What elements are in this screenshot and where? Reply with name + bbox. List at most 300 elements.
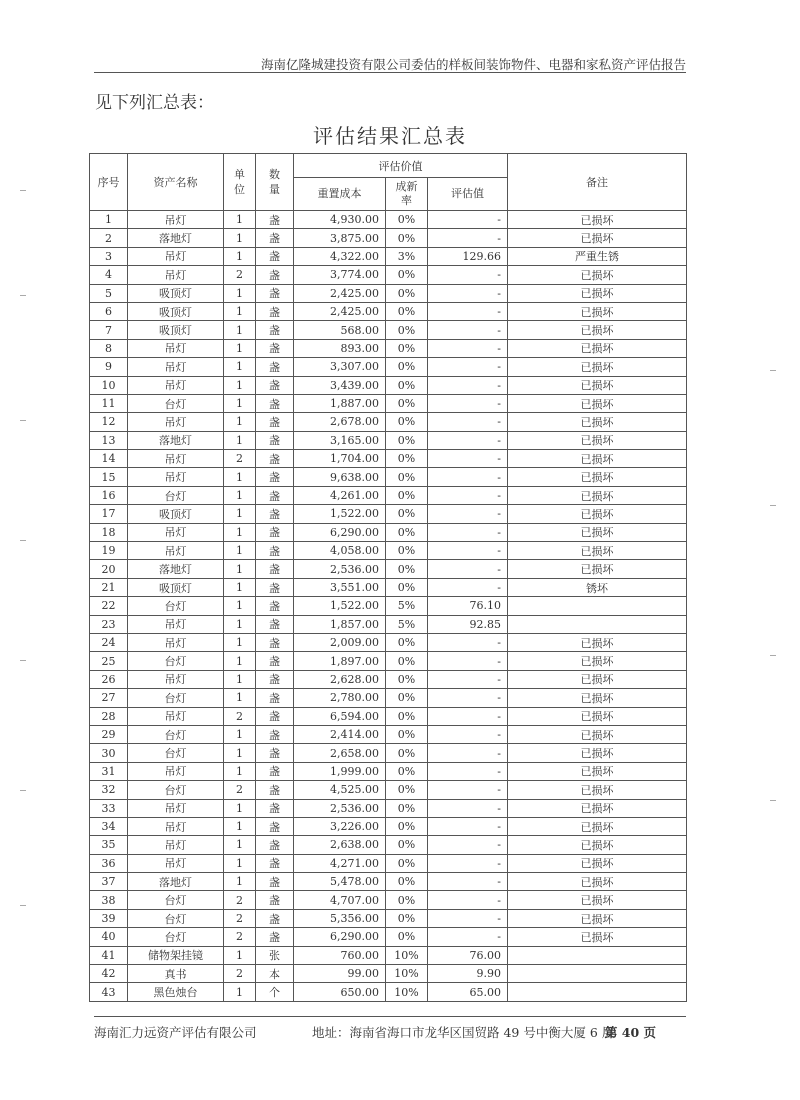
cell-note: 已损坏 [508,689,687,707]
cell-unit: 1 [224,413,256,431]
cell-note [508,965,687,983]
cell-qty: 盏 [256,909,294,927]
cell-note [508,597,687,615]
cell-rate: 0% [386,413,428,431]
table-row [90,762,687,780]
table-title: 评估结果汇总表 [313,124,467,148]
table-row [90,633,687,651]
binding-mark [770,370,776,371]
cell-name: 吊灯 [128,266,224,284]
cell-value: - [428,358,508,376]
cell-cost: 4,271.00 [294,854,386,872]
table-row [90,946,687,964]
cell-name: 落地灯 [128,431,224,449]
cell-index: 16 [90,486,128,504]
cell-cost: 2,658.00 [294,744,386,762]
table-row [90,339,687,357]
cell-note: 已损坏 [508,394,687,412]
table-row [90,302,687,320]
cell-unit: 2 [224,707,256,725]
cell-rate: 0% [386,633,428,651]
cell-value: - [428,578,508,596]
cell-value: - [428,670,508,688]
cell-value: - [428,505,508,523]
cell-name: 吊灯 [128,633,224,651]
cell-rate: 0% [386,542,428,560]
cell-qty: 本 [256,965,294,983]
cell-value: - [428,339,508,357]
cell-unit: 1 [224,578,256,596]
cell-note: 已损坏 [508,670,687,688]
cell-value: - [428,633,508,651]
cell-qty: 盏 [256,652,294,670]
cell-unit: 1 [224,321,256,339]
cell-cost: 3,551.00 [294,578,386,596]
cell-value: 92.85 [428,615,508,633]
cell-cost: 1,522.00 [294,505,386,523]
cell-qty: 盏 [256,394,294,412]
cell-note [508,983,687,1001]
cell-cost: 5,356.00 [294,909,386,927]
col-header-unit: 单位 [224,154,256,211]
cell-index: 27 [90,689,128,707]
cell-unit: 1 [224,597,256,615]
cell-index: 21 [90,578,128,596]
cell-index: 8 [90,339,128,357]
cell-qty: 盏 [256,836,294,854]
table-row [90,781,687,799]
table-row [90,836,687,854]
cell-qty: 盏 [256,542,294,560]
cell-rate: 0% [386,762,428,780]
cell-note: 已损坏 [508,891,687,909]
cell-name: 吊灯 [128,450,224,468]
cell-qty: 盏 [256,781,294,799]
table-row [90,321,687,339]
cell-rate: 0% [386,394,428,412]
cell-note: 已损坏 [508,486,687,504]
table-row [90,211,687,229]
cell-name: 吊灯 [128,542,224,560]
cell-qty: 盏 [256,505,294,523]
cell-cost: 1,999.00 [294,762,386,780]
cell-index: 25 [90,652,128,670]
cell-name: 吊灯 [128,615,224,633]
cell-name: 台灯 [128,394,224,412]
cell-note: 已损坏 [508,523,687,541]
cell-unit: 1 [224,670,256,688]
cell-cost: 3,439.00 [294,376,386,394]
cell-cost: 2,780.00 [294,689,386,707]
cell-unit: 1 [224,339,256,357]
cell-value: 65.00 [428,983,508,1001]
cell-cost: 9,638.00 [294,468,386,486]
cell-rate: 0% [386,799,428,817]
cell-name: 落地灯 [128,560,224,578]
cell-index: 11 [90,394,128,412]
cell-qty: 盏 [256,321,294,339]
cell-note: 已损坏 [508,542,687,560]
cell-name: 吊灯 [128,670,224,688]
cell-note: 已损坏 [508,799,687,817]
cell-index: 36 [90,854,128,872]
cell-rate: 0% [386,909,428,927]
table-row [90,744,687,762]
cell-cost: 3,226.00 [294,817,386,835]
cell-rate: 0% [386,725,428,743]
cell-qty: 盏 [256,211,294,229]
cell-qty: 盏 [256,523,294,541]
cell-cost: 6,290.00 [294,523,386,541]
cell-qty: 盏 [256,762,294,780]
cell-rate: 0% [386,376,428,394]
table-row [90,891,687,909]
table-row [90,578,687,596]
cell-index: 38 [90,891,128,909]
col-header-value-group: 评估价值 [294,154,508,178]
header-divider [94,72,686,73]
col-header-name: 资产名称 [128,154,224,211]
cell-unit: 2 [224,965,256,983]
cell-unit: 1 [224,247,256,265]
cell-note: 已损坏 [508,450,687,468]
cell-rate: 0% [386,284,428,302]
cell-rate: 0% [386,468,428,486]
cell-rate: 0% [386,873,428,891]
cell-rate: 0% [386,781,428,799]
cell-rate: 0% [386,578,428,596]
cell-name: 台灯 [128,891,224,909]
cell-rate: 10% [386,946,428,964]
cell-value: - [428,560,508,578]
cell-note: 已损坏 [508,321,687,339]
cell-index: 10 [90,376,128,394]
cell-index: 31 [90,762,128,780]
table-row [90,707,687,725]
cell-rate: 0% [386,744,428,762]
table-row [90,670,687,688]
table-row [90,965,687,983]
cell-qty: 盏 [256,670,294,688]
table-row [90,229,687,247]
cell-rate: 10% [386,965,428,983]
cell-index: 6 [90,302,128,320]
cell-index: 1 [90,211,128,229]
cell-index: 35 [90,836,128,854]
cell-name: 吊灯 [128,211,224,229]
cell-unit: 1 [224,652,256,670]
cell-name: 台灯 [128,909,224,927]
cell-qty: 张 [256,946,294,964]
col-header-note: 备注 [508,154,687,211]
cell-note: 严重生锈 [508,247,687,265]
cell-unit: 1 [224,836,256,854]
cell-cost: 2,536.00 [294,799,386,817]
cell-unit: 1 [224,615,256,633]
col-header-qty: 数量 [256,154,294,211]
cell-qty: 盏 [256,229,294,247]
valuation-summary-table [89,153,687,1002]
cell-rate: 0% [386,891,428,909]
cell-index: 30 [90,744,128,762]
cell-qty: 盏 [256,578,294,596]
cell-unit: 1 [224,505,256,523]
table-body [90,211,687,1002]
cell-cost: 4,525.00 [294,781,386,799]
cell-index: 14 [90,450,128,468]
cell-name: 台灯 [128,928,224,946]
cell-cost: 99.00 [294,965,386,983]
cell-unit: 2 [224,909,256,927]
cell-note: 已损坏 [508,744,687,762]
footer-divider [94,1016,686,1017]
table-row [90,928,687,946]
cell-note: 已损坏 [508,468,687,486]
cell-index: 9 [90,358,128,376]
cell-index: 13 [90,431,128,449]
cell-note: 已损坏 [508,633,687,651]
cell-rate: 0% [386,928,428,946]
cell-cost: 4,322.00 [294,247,386,265]
cell-rate: 0% [386,836,428,854]
cell-value: 129.66 [428,247,508,265]
table-row [90,597,687,615]
cell-name: 落地灯 [128,873,224,891]
cell-rate: 0% [386,817,428,835]
cell-index: 20 [90,560,128,578]
cell-index: 3 [90,247,128,265]
cell-qty: 盏 [256,799,294,817]
cell-name: 储物架挂镜 [128,946,224,964]
cell-cost: 2,628.00 [294,670,386,688]
cell-name: 吊灯 [128,707,224,725]
cell-unit: 2 [224,781,256,799]
cell-name: 吸顶灯 [128,321,224,339]
table-row [90,909,687,927]
binding-mark [770,505,776,506]
binding-mark [20,295,26,296]
cell-note: 已损坏 [508,873,687,891]
table-row [90,505,687,523]
cell-name: 台灯 [128,597,224,615]
cell-value: - [428,817,508,835]
cell-unit: 2 [224,450,256,468]
table-row [90,652,687,670]
cell-value: - [428,302,508,320]
cell-name: 真书 [128,965,224,983]
cell-note: 已损坏 [508,505,687,523]
cell-value: - [428,394,508,412]
cell-name: 吸顶灯 [128,302,224,320]
cell-qty: 盏 [256,873,294,891]
cell-rate: 0% [386,211,428,229]
cell-index: 26 [90,670,128,688]
cell-rate: 0% [386,707,428,725]
table-row [90,817,687,835]
cell-value: - [428,762,508,780]
cell-cost: 2,425.00 [294,302,386,320]
cell-value: - [428,909,508,927]
cell-rate: 0% [386,523,428,541]
cell-cost: 760.00 [294,946,386,964]
cell-note: 已损坏 [508,211,687,229]
cell-rate: 0% [386,229,428,247]
cell-cost: 6,290.00 [294,928,386,946]
table-row [90,689,687,707]
cell-note: 已损坏 [508,302,687,320]
cell-note: 已损坏 [508,431,687,449]
cell-unit: 1 [224,744,256,762]
intro-text: 见下列汇总表： [95,93,214,113]
table-row [90,376,687,394]
cell-cost: 5,478.00 [294,873,386,891]
cell-cost: 2,536.00 [294,560,386,578]
cell-rate: 3% [386,247,428,265]
table-row [90,266,687,284]
cell-rate: 0% [386,560,428,578]
cell-note: 已损坏 [508,266,687,284]
cell-note: 已损坏 [508,781,687,799]
cell-unit: 1 [224,542,256,560]
col-header-rate: 成新率 [386,178,428,211]
cell-cost: 4,058.00 [294,542,386,560]
cell-unit: 1 [224,689,256,707]
cell-cost: 2,009.00 [294,633,386,651]
cell-qty: 盏 [256,431,294,449]
cell-name: 台灯 [128,689,224,707]
cell-cost: 4,707.00 [294,891,386,909]
cell-value: - [428,321,508,339]
col-header-cost: 重置成本 [294,178,386,211]
cell-index: 4 [90,266,128,284]
cell-cost: 893.00 [294,339,386,357]
cell-value: - [428,725,508,743]
table-row [90,247,687,265]
table-row [90,799,687,817]
cell-qty: 盏 [256,486,294,504]
cell-value: - [428,854,508,872]
cell-rate: 5% [386,597,428,615]
cell-note [508,615,687,633]
cell-value: - [428,523,508,541]
cell-cost: 1,897.00 [294,652,386,670]
cell-value: 76.10 [428,597,508,615]
cell-index: 17 [90,505,128,523]
cell-unit: 1 [224,302,256,320]
cell-rate: 0% [386,854,428,872]
cell-qty: 盏 [256,266,294,284]
cell-value: - [428,707,508,725]
cell-name: 吊灯 [128,358,224,376]
cell-index: 37 [90,873,128,891]
cell-rate: 0% [386,652,428,670]
footer-address: 地址：海南省海口市龙华区国贸路 49 号中衡大厦 6 层 [312,1025,615,1040]
table-row [90,615,687,633]
cell-unit: 1 [224,983,256,1001]
cell-note: 已损坏 [508,707,687,725]
cell-unit: 1 [224,523,256,541]
cell-rate: 0% [386,321,428,339]
cell-index: 42 [90,965,128,983]
cell-qty: 盏 [256,707,294,725]
cell-cost: 3,307.00 [294,358,386,376]
cell-rate: 10% [386,983,428,1001]
cell-index: 29 [90,725,128,743]
table-row [90,431,687,449]
table-row [90,413,687,431]
col-header-index: 序号 [90,154,128,211]
cell-qty: 盏 [256,854,294,872]
cell-cost: 1,704.00 [294,450,386,468]
cell-unit: 1 [224,394,256,412]
cell-unit: 1 [224,946,256,964]
cell-index: 34 [90,817,128,835]
cell-qty: 盏 [256,633,294,651]
cell-index: 32 [90,781,128,799]
cell-note: 已损坏 [508,560,687,578]
cell-qty: 盏 [256,413,294,431]
cell-note: 锈坏 [508,578,687,596]
page-number: 第 40 页 [604,1025,656,1040]
cell-index: 7 [90,321,128,339]
cell-name: 吊灯 [128,523,224,541]
cell-cost: 650.00 [294,983,386,1001]
cell-unit: 2 [224,928,256,946]
cell-name: 台灯 [128,652,224,670]
cell-name: 吊灯 [128,836,224,854]
cell-qty: 盏 [256,339,294,357]
cell-index: 40 [90,928,128,946]
cell-index: 39 [90,909,128,927]
cell-cost: 4,261.00 [294,486,386,504]
cell-qty: 盏 [256,817,294,835]
cell-qty: 盏 [256,284,294,302]
cell-rate: 0% [386,486,428,504]
cell-qty: 盏 [256,450,294,468]
cell-note: 已损坏 [508,928,687,946]
table-row [90,450,687,468]
cell-note: 已损坏 [508,762,687,780]
binding-mark [770,655,776,656]
table-row [90,542,687,560]
table-row [90,284,687,302]
cell-value: - [428,928,508,946]
cell-rate: 0% [386,689,428,707]
table-row [90,983,687,1001]
cell-note: 已损坏 [508,413,687,431]
cell-index: 19 [90,542,128,560]
cell-value: - [428,542,508,560]
cell-note: 已损坏 [508,376,687,394]
cell-unit: 1 [224,560,256,578]
cell-unit: 1 [224,431,256,449]
cell-name: 台灯 [128,725,224,743]
cell-note: 已损坏 [508,358,687,376]
cell-qty: 盏 [256,302,294,320]
cell-cost: 3,774.00 [294,266,386,284]
cell-unit: 1 [224,817,256,835]
cell-cost: 3,165.00 [294,431,386,449]
cell-value: - [428,486,508,504]
cell-cost: 2,414.00 [294,725,386,743]
cell-note: 已损坏 [508,836,687,854]
cell-value: - [428,836,508,854]
cell-name: 台灯 [128,781,224,799]
cell-qty: 盏 [256,928,294,946]
cell-value: - [428,652,508,670]
cell-unit: 1 [224,799,256,817]
cell-unit: 1 [224,486,256,504]
